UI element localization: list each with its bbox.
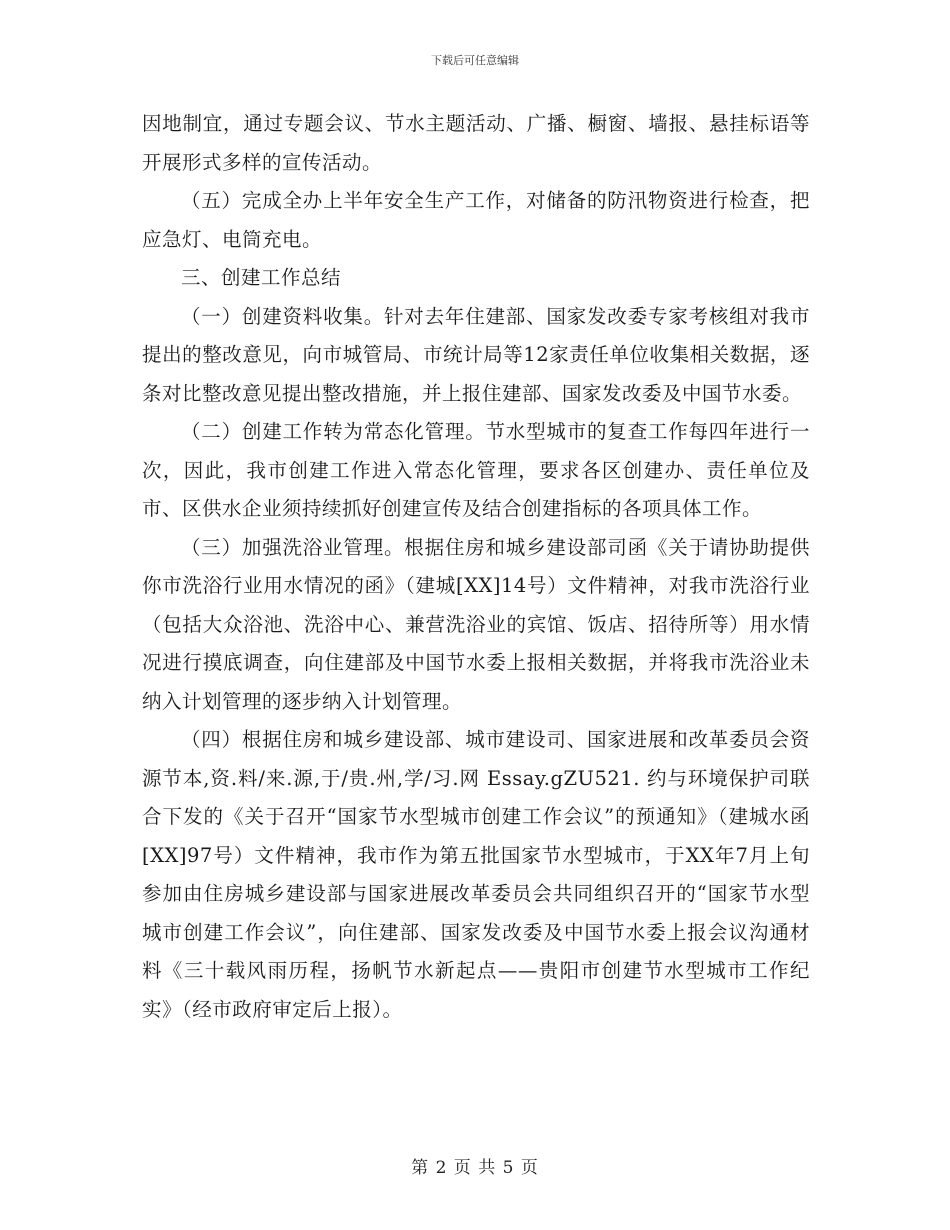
paragraph-item-4: （四）根据住房和城乡建设部、城市建设司、国家进展和改革委员会资源节本,资.料/来.源,于/贵.州,学/习.网 Essay.gZU521. 约与环境保护司联合下发的《关于召开“国家节水型城市创建工作会议”的预通知》（建城水函[XX]97号）文件精神，我市作为第五批国家节水型城市，于XX年7月上旬参加由住房城乡建设部与国家进展改革委员会共同组织召开的“国家节水型城市创建工作会议”，向住建部、国家发改委及中国节水委上报会议沟通材料《三十载风雨历程，扬帆节水新起点——贵阳市创建节水型城市工作纪实》（经市政府审定后上报）。 [142,728,810,1021]
document-body [142,105,810,1029]
page-number: 第 2 页 共 5 页 [411,1158,539,1178]
paragraph-item-1: （一）创建资料收集。针对去年住建部、国家发改委专家考核组对我市提出的整改意见，向市城管局、市统计局等12家责任单位收集相关数据，逐条对比整改意见提出整改措施，并上报住建部、国家发改委及中国节水委。 [142,304,810,405]
paragraph-item-2: （二）创建工作转为常态化管理。节水型城市的复查工作每四年进行一次，因此，我市创建工作进入常态化管理，要求各区创建办、责任单位及市、区供水企业须持续抓好创建宣传及结合创建指标的各项具体工作。 [142,420,810,520]
page-header: 下载后可任意编辑 [431,54,519,67]
paragraph-item-3: （三）加强洗浴业管理。根据住房和城乡建设部司函《关于请协助提供你市洗浴行业用水情况的函》（建城[XX]14号）文件精神，对我市洗浴行业（包括大众浴池、洗浴中心、兼营洗浴业的宾馆、饭店、招待所等）用水情况进行摸底调查，向住建部及中国节水委上报相关数据，并将我市洗浴业未纳入计划管理的逐步纳入计划管理。 [142,535,810,713]
paragraph-item-5: （五）完成全办上半年安全生产工作，对储备的防汛物资进行检查，把应急灯、电筒充电。 [142,189,810,251]
paragraph-continuation: 因地制宜，通过专题会议、节水主题活动、广播、橱窗、墙报、悬挂标语等开展形式多样的宣传活动。 [142,112,810,174]
section-heading: 三、创建工作总结 [181,266,342,289]
